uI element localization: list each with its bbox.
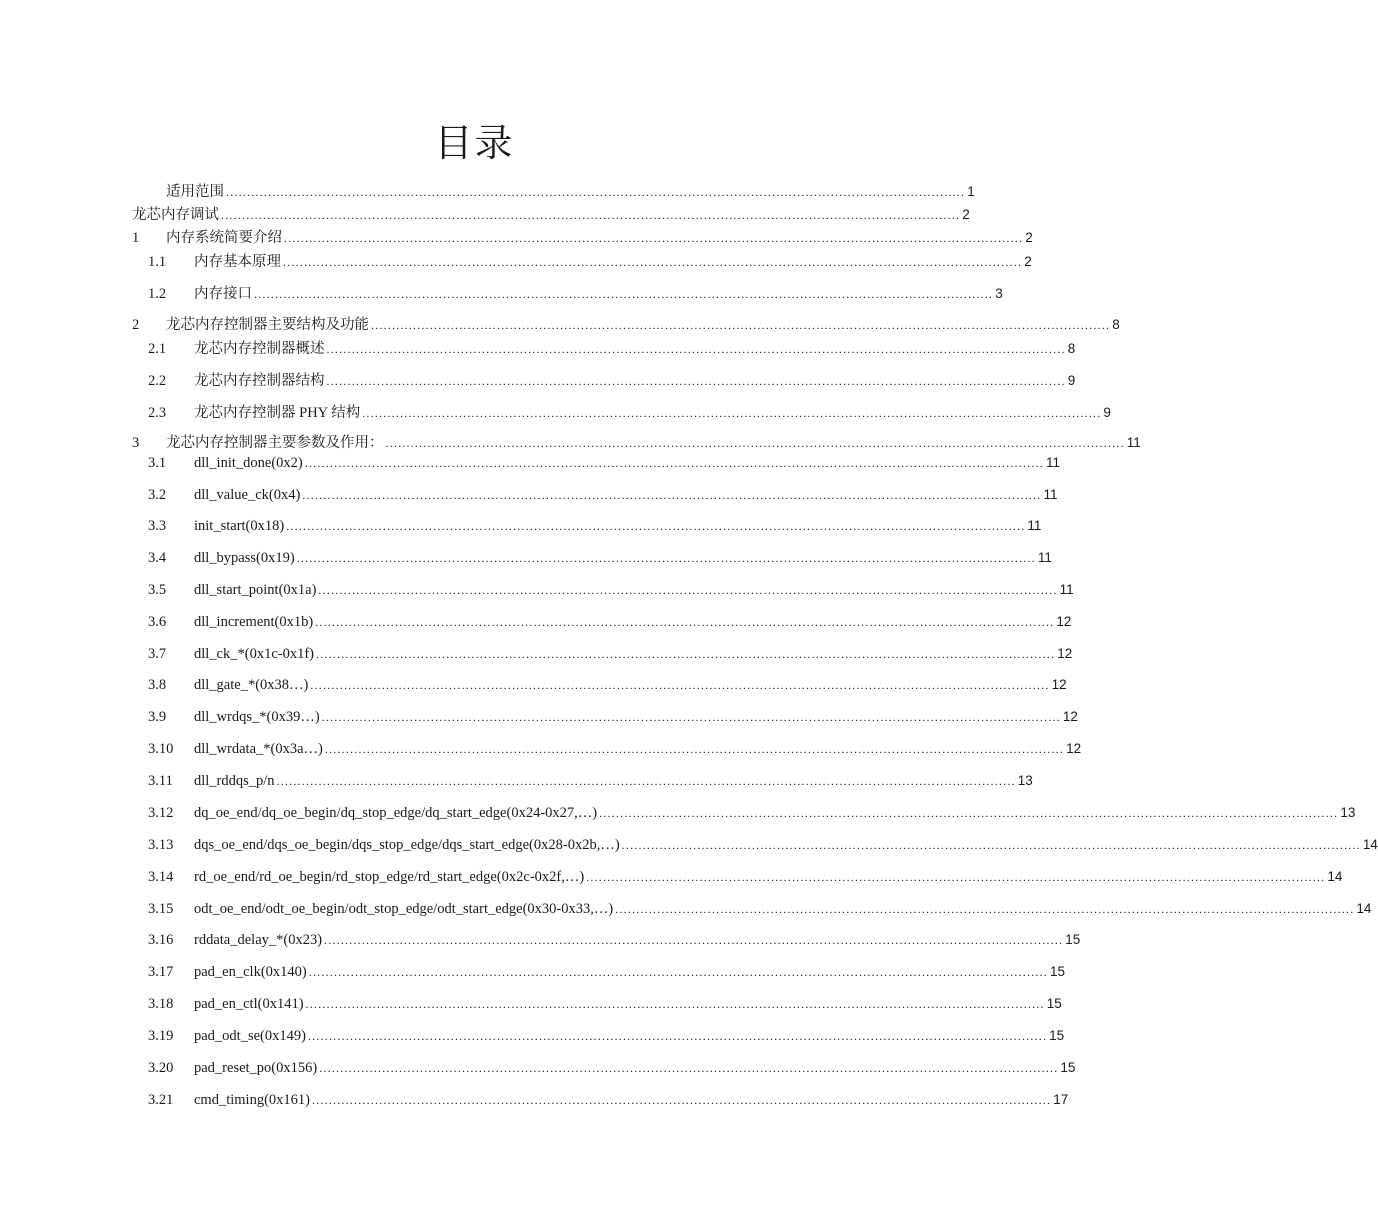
toc-entry-number: 3.5	[148, 582, 167, 598]
toc-entry-label: dll_bypass(0x19)	[194, 550, 295, 566]
toc-entry-label: rddata_delay_*(0x23)	[194, 932, 323, 948]
toc-leader: ................................................................................................................................................................................	[307, 1029, 1048, 1043]
toc-entry-page: 11	[1126, 435, 1141, 450]
toc-entry-page: 12	[1057, 646, 1073, 661]
toc-entry[interactable]	[132, 203, 970, 223]
toc-entry-number: 3.14	[148, 869, 174, 885]
toc-entry-number: 3.8	[148, 677, 167, 693]
toc-entry-label: 龙芯内存控制器概述	[194, 341, 325, 357]
toc-leader: ................................................................................................................................................................................	[316, 647, 1056, 661]
toc-entry-number: 3.7	[148, 646, 167, 662]
toc-entry-page: 12	[1051, 677, 1067, 692]
toc-entry[interactable]	[148, 337, 1076, 357]
toc-entry-page: 11	[1045, 455, 1060, 470]
toc-entry[interactable]	[148, 805, 1356, 825]
toc-entry-number: 2.3	[148, 405, 167, 421]
toc-entry-number: 2.2	[148, 373, 167, 389]
toc-leader: ................................................................................................................................................................................	[254, 287, 994, 301]
toc-entry-page: 14	[1327, 869, 1343, 884]
toc-entry-label: dll_rddqs_p/n	[194, 773, 275, 789]
toc-entry-number: 3.11	[148, 773, 173, 789]
toc-entry-label: dll_increment(0x1b)	[194, 614, 314, 630]
toc-entry-label: pad_en_ctl(0x141)	[194, 996, 304, 1012]
toc-entry-page: 2	[962, 207, 970, 222]
toc-entry-page: 11	[1027, 518, 1042, 533]
toc-entry[interactable]	[148, 709, 1078, 729]
toc-entry[interactable]	[148, 518, 1042, 538]
toc-entry[interactable]	[148, 455, 1060, 475]
toc-entry[interactable]	[148, 932, 1081, 952]
toc-entry-page: 13	[1017, 773, 1033, 788]
toc-entry[interactable]	[148, 1060, 1076, 1080]
toc-entry[interactable]	[148, 250, 1032, 270]
toc-entry-number: 1	[132, 230, 140, 246]
toc-entry-label: odt_oe_end/odt_oe_begin/odt_stop_edge/odt_start_edge(0x30-0x33,…)	[194, 901, 614, 917]
toc-entry-label: 内存基本原理	[194, 254, 281, 270]
toc-entry-page: 1	[967, 184, 975, 199]
toc-leader: ................................................................................................................................................................................	[302, 488, 1042, 502]
toc-entry[interactable]	[148, 614, 1072, 634]
toc-entry[interactable]	[148, 1028, 1065, 1048]
toc-leader: ................................................................................................................................................................................	[324, 742, 1065, 756]
toc-entry-label: dll_wrdqs_*(0x39…)	[194, 709, 320, 725]
toc-entry-number: 3.17	[148, 964, 174, 980]
toc-leader: ................................................................................................................................................................................	[318, 583, 1058, 597]
toc-entry-number: 3.10	[148, 741, 174, 757]
toc-leader: ................................................................................................................................................................................	[315, 615, 1055, 629]
toc-entry-number: 3.3	[148, 518, 167, 534]
toc-leader: ................................................................................................................................................................................	[615, 902, 1355, 916]
toc-entry[interactable]	[148, 401, 1111, 421]
toc-leader: ................................................................................................................................................................................	[276, 774, 1016, 788]
toc-entry[interactable]	[148, 869, 1343, 889]
toc-entry-label: 龙芯内存调试	[132, 207, 219, 223]
toc-entry[interactable]	[148, 901, 1372, 921]
toc-entry-page: 12	[1062, 709, 1078, 724]
toc-leader: ................................................................................................................................................................................	[586, 870, 1326, 884]
toc-entry[interactable]	[148, 487, 1058, 507]
toc-entry-page: 17	[1053, 1092, 1069, 1107]
toc-entry[interactable]	[148, 964, 1065, 984]
toc-leader: ................................................................................................................................................................................	[296, 551, 1036, 565]
toc-entry-page: 2	[1024, 254, 1032, 269]
toc-leader: ................................................................................................................................................................................	[326, 342, 1066, 356]
toc-entry-label: 内存系统简要介绍	[166, 230, 282, 246]
toc-entry[interactable]	[132, 226, 1033, 246]
toc-entry-label: pad_en_clk(0x140)	[194, 964, 307, 980]
toc-entry-number: 3.16	[148, 932, 174, 948]
toc-entry-number: 3.19	[148, 1028, 174, 1044]
toc-leader: ................................................................................................................................................................................	[371, 318, 1111, 332]
toc-entry-page: 14	[1362, 837, 1378, 852]
toc-leader: ................................................................................................................................................................................	[599, 806, 1339, 820]
toc-entry-label: 龙芯内存控制器主要参数及作用：	[166, 435, 384, 451]
toc-entry[interactable]	[148, 550, 1052, 570]
toc-entry-page: 9	[1067, 373, 1076, 388]
toc-entry[interactable]	[132, 313, 1120, 333]
toc-leader: ................................................................................................................................................................................	[286, 519, 1026, 533]
toc-entry[interactable]	[132, 431, 1141, 451]
toc-entry-page: 15	[1046, 996, 1062, 1011]
toc-entry-page: 11	[1059, 582, 1074, 597]
toc-entry-number: 3.4	[148, 550, 167, 566]
toc-entry-page: 8	[1112, 317, 1120, 332]
toc-entry-label: dll_start_point(0x1a)	[194, 582, 317, 598]
toc-entry-label: 龙芯内存控制器结构	[194, 373, 325, 389]
toc-entry-label: dll_gate_*(0x38…)	[194, 677, 309, 693]
toc-leader: ................................................................................................................................................................................	[226, 185, 966, 199]
toc-entry-label: cmd_timing(0x161)	[194, 1092, 310, 1108]
toc-entry-number: 3.13	[148, 837, 174, 853]
toc-entry[interactable]	[148, 773, 1033, 793]
toc-entry[interactable]	[148, 582, 1074, 602]
toc-leader: ................................................................................................................................................................................	[283, 255, 1023, 269]
toc-entry-label: rd_oe_end/rd_oe_begin/rd_stop_edge/rd_start_edge(0x2c-0x2f,…)	[194, 869, 585, 885]
toc-leader: ................................................................................................................................................................................	[319, 1061, 1059, 1075]
toc-leader: ................................................................................................................................................................................	[310, 678, 1050, 692]
toc-entry-page: 12	[1056, 614, 1072, 629]
toc-leader: ................................................................................................................................................................................	[221, 208, 961, 222]
toc-leader: ................................................................................................................................................................................	[621, 838, 1361, 852]
toc-entry-page: 15	[1049, 964, 1065, 979]
toc-leader: ................................................................................................................................................................................	[284, 231, 1024, 245]
toc-entry-number: 1.1	[148, 254, 167, 270]
toc-entry[interactable]	[148, 646, 1073, 666]
toc-entry[interactable]	[148, 369, 1076, 389]
toc-entry-page: 9	[1103, 405, 1111, 420]
toc-entry-number: 3	[132, 435, 140, 451]
toc-entry-number: 3.12	[148, 805, 174, 821]
toc-entry-number: 3.6	[148, 614, 167, 630]
toc-entry-label: dll_init_done(0x2)	[194, 455, 303, 471]
toc-entry-label: pad_odt_se(0x149)	[194, 1028, 306, 1044]
toc-entry-label: 龙芯内存控制器 PHY 结构	[194, 405, 361, 421]
toc-entry-number: 3.18	[148, 996, 174, 1012]
toc-entry-page: 15	[1049, 1028, 1065, 1043]
toc-leader: ................................................................................................................................................................................	[305, 997, 1045, 1011]
toc-leader: ................................................................................................................................................................................	[362, 406, 1102, 420]
toc-entry-page: 11	[1037, 550, 1052, 565]
toc-entry-page: 15	[1065, 932, 1081, 947]
toc-entry-label: dqs_oe_end/dqs_oe_begin/dqs_stop_edge/dqs_start_edge(0x28-0x2b,…)	[194, 837, 620, 853]
toc-entry-page: 14	[1356, 901, 1372, 916]
toc-leader: ................................................................................................................................................................................	[308, 965, 1048, 979]
toc-entry[interactable]	[148, 996, 1062, 1016]
toc-entry-number: 3.21	[148, 1092, 174, 1108]
toc-entry-label: 龙芯内存控制器主要结构及功能	[166, 317, 369, 333]
toc-leader: ................................................................................................................................................................................	[304, 456, 1044, 470]
toc-entry-page: 13	[1340, 805, 1356, 820]
toc-leader: ................................................................................................................................................................................	[385, 436, 1125, 450]
toc-entry[interactable]	[166, 180, 975, 200]
toc-leader: ................................................................................................................................................................................	[324, 933, 1064, 947]
toc-entry-number: 3.20	[148, 1060, 174, 1076]
toc-entry[interactable]	[148, 677, 1067, 697]
toc-entry-label: 内存接口	[194, 286, 252, 302]
toc-entry-label: dll_wrdata_*(0x3a…)	[194, 741, 323, 757]
toc-entry[interactable]	[148, 837, 1378, 857]
toc-entry-number: 3.9	[148, 709, 167, 725]
toc-entry-page: 12	[1066, 741, 1082, 756]
toc-entry-page: 2	[1025, 230, 1033, 245]
toc-entry-label: pad_reset_po(0x156)	[194, 1060, 318, 1076]
toc-entry-page: 15	[1060, 1060, 1076, 1075]
toc-leader: ................................................................................................................................................................................	[312, 1093, 1052, 1107]
toc-entry-page: 8	[1067, 341, 1076, 356]
toc-entry-label: 适用范围	[166, 184, 224, 200]
toc-leader: ................................................................................................................................................................................	[321, 710, 1061, 724]
toc-leader: ................................................................................................................................................................................	[326, 374, 1066, 388]
toc-entry-label: dll_value_ck(0x4)	[194, 487, 301, 503]
toc-entry-number: 3.1	[148, 455, 167, 471]
toc-entry-page: 11	[1043, 487, 1058, 502]
toc-entry-number: 2	[132, 317, 140, 333]
toc-entry-number: 3.2	[148, 487, 167, 503]
toc-entry-label: dll_ck_*(0x1c-0x1f)	[194, 646, 314, 662]
toc-entry-number: 1.2	[148, 286, 167, 302]
toc-entry[interactable]	[148, 1092, 1069, 1112]
toc-entry-label: dq_oe_end/dq_oe_begin/dq_stop_edge/dq_start_edge(0x24-0x27,…)	[194, 805, 598, 821]
toc-entry[interactable]	[148, 741, 1082, 761]
toc-entry-number: 2.1	[148, 341, 167, 357]
toc-entry[interactable]	[148, 282, 1003, 302]
toc-entry-number: 3.15	[148, 901, 174, 917]
page-title: 目录	[434, 121, 515, 165]
toc-entry-page: 3	[995, 286, 1003, 301]
toc-entry-label: init_start(0x18)	[194, 518, 285, 534]
